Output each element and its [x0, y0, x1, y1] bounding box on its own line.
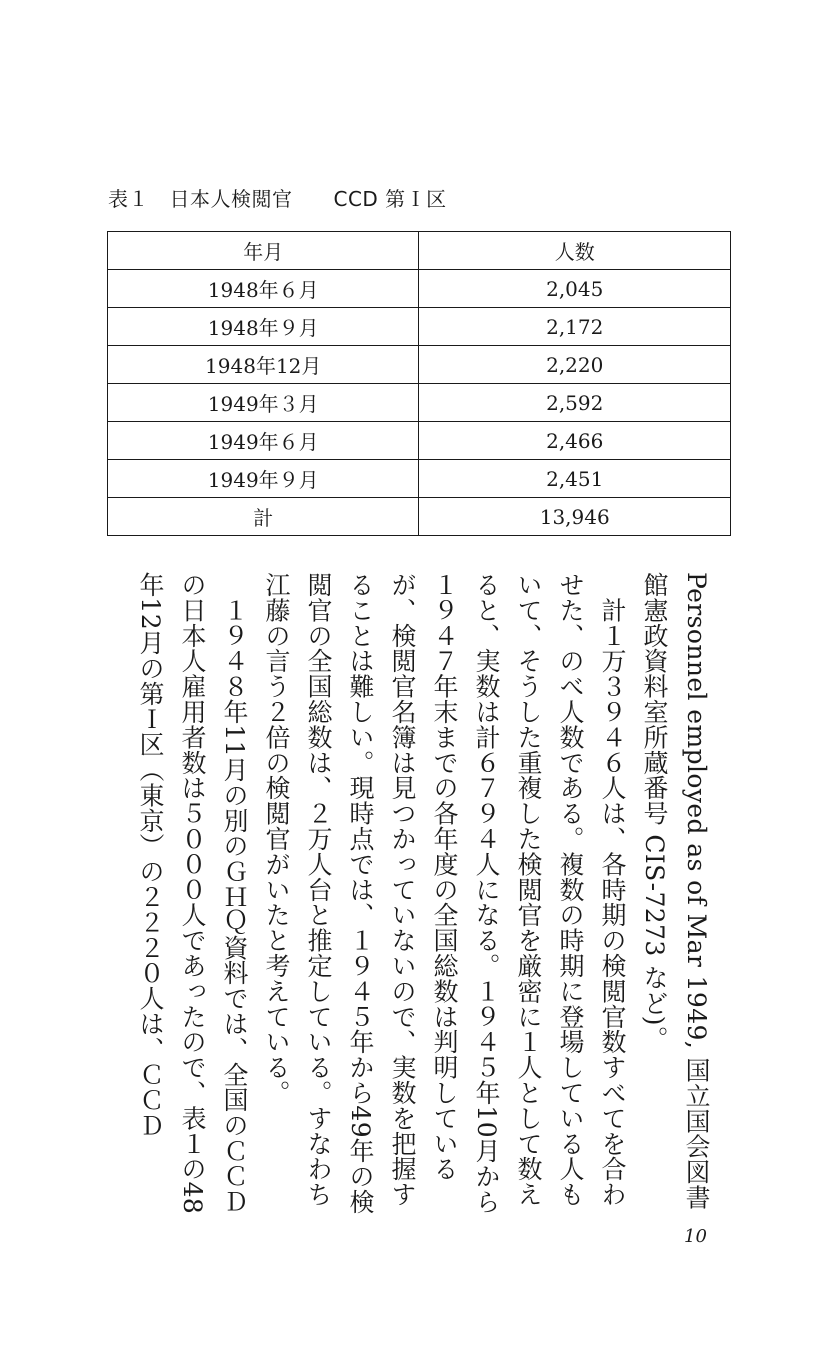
column-header-year-month: 年月 — [108, 232, 419, 270]
table-row — [108, 460, 731, 498]
table-row — [108, 422, 731, 460]
cell-year-month: 1949年９月 — [108, 460, 419, 498]
table-header-row — [108, 232, 731, 270]
table-row — [108, 270, 731, 308]
table-row — [108, 346, 731, 384]
paragraph-total-count: 計１万３９４６人は、各時期の検閲官数すべてを合わせた、のべ人数である。複数の時期に登場している人もいて、そうした重複した検閲官を厳密に１人として数えると、実数は計６７９４人になる。１９４５年10月から１９４７年末までの各年度の全国総数は判明しているが、検閲官名簿は見つかっていないので、実数を把握することは難しい。現時点では、１９４５年から49年の検閲官の全国総数は、２万人台と推定している。すなわち江藤の言う２倍の検閲官がいたと考えている。 — [262, 572, 627, 1215]
cell-count: 2,451 — [419, 460, 731, 498]
cell-year-month: 1949年３月 — [108, 384, 419, 422]
table-total-row — [108, 498, 731, 536]
cell-total-label: 計 — [108, 498, 419, 536]
cell-count: 2,220 — [419, 346, 731, 384]
censor-table — [107, 231, 731, 536]
cell-year-month: 1948年９月 — [108, 308, 419, 346]
cell-count: 2,592 — [419, 384, 731, 422]
table-row — [108, 308, 731, 346]
cell-year-month: 1949年６月 — [108, 422, 419, 460]
body-text — [129, 572, 717, 1222]
table-row — [108, 384, 731, 422]
cell-total-count: 13,946 — [419, 498, 731, 536]
column-header-count: 人数 — [419, 232, 731, 270]
cell-count: 2,045 — [419, 270, 731, 308]
paragraph-ghq-data: １９４８年11月の別のＧＨＱ資料では、全国のＣＣＤの日本人雇用者数は５０００人であったので、表１の48年12月の第Ｉ区（東京）の２２２０人は、ＣＣＤ — [136, 572, 249, 1215]
paragraph-source-note: Personnel employed as of Mar 1949, 国立国会図書館憲政資料室所蔵番号 CIS-7273 など)。 — [640, 572, 711, 1210]
cell-year-month: 1948年12月 — [108, 346, 419, 384]
cell-count: 2,466 — [419, 422, 731, 460]
table-caption: 表１ 日本人検閲官 CCD 第Ｉ区 — [108, 187, 447, 211]
cell-year-month: 1948年６月 — [108, 270, 419, 308]
cell-count: 2,172 — [419, 308, 731, 346]
page-number: 10 — [684, 1226, 707, 1247]
